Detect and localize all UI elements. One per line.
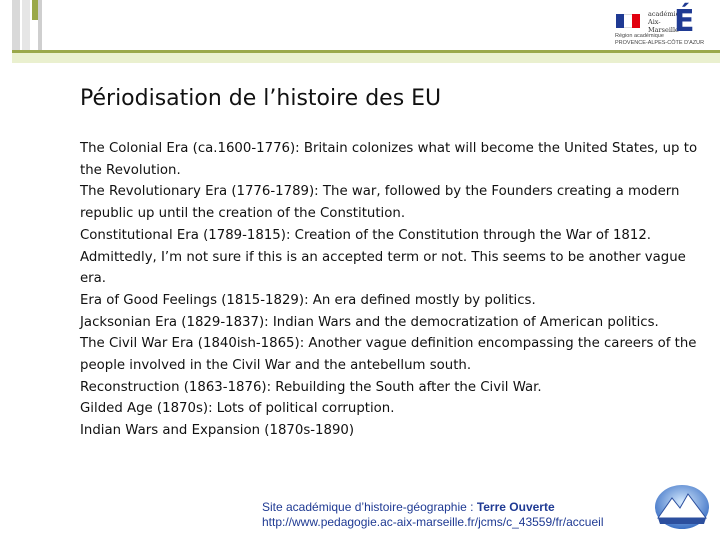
terre-ouverte-logo-icon [654,484,710,530]
list-item: Era of Good Feelings (1815-1829): An era defined mostly by politics. [80,292,536,308]
list-item: Constitutional Era (1789-1815): Creation of the Constitution through the War of 1812. Admittedly, I’m not sure if this is an accepted term or not. This seems to be another vague era. [80,227,686,287]
footer-site-name: Terre Ouverte [476,500,555,514]
page-title: Périodisation de l’histoire des EU [80,86,442,111]
list-item: Reconstruction (1863-1876): Rebuilding the South after the Civil War. [80,379,542,395]
footer-prefix: Site académique d’histoire-géographie : [262,500,477,514]
academy-logo [612,6,716,52]
footer-url-link[interactable]: http://www.pedagogie.ac-aix-marseille.fr/jcms/c_43559/fr/accueil [262,515,604,529]
list-item: Indian Wars and Expansion (1870s-1890) [80,423,355,439]
french-flag-icon [616,14,640,28]
academy-letter-logo: É [674,4,695,39]
list-item: Gilded Age (1870s): Lots of political corruption. [80,401,395,417]
header-rule-shadow [12,53,720,63]
footer [262,500,603,530]
list-item: Jacksonian Era (1829-1837): Indian Wars and the democratization of American politics. [80,314,659,330]
footer-credit [262,500,603,515]
periodization-list [80,138,700,442]
list-item: The Colonial Era (ca.1600-1776): Britain colonizes what will become the United States, up to the Revolution. [80,141,698,178]
region-label [615,33,719,47]
region-line1: Région académique [615,33,664,39]
academy-name-line1: académie [648,10,680,18]
region-line2: PROVENCE-ALPES-CÔTE D'AZUR [615,40,705,46]
list-item: The Civil War Era (1840ish-1865): Another vague definition encompassing the careers of the people involved in the Civil War and the antebellum south. [80,336,697,374]
list-item: The Revolutionary Era (1776-1789): The war, followed by the Founders creating a modern republic up until the creation of the Constitution. [80,184,680,222]
academy-name-line2: Aix-Marseille [648,18,679,34]
